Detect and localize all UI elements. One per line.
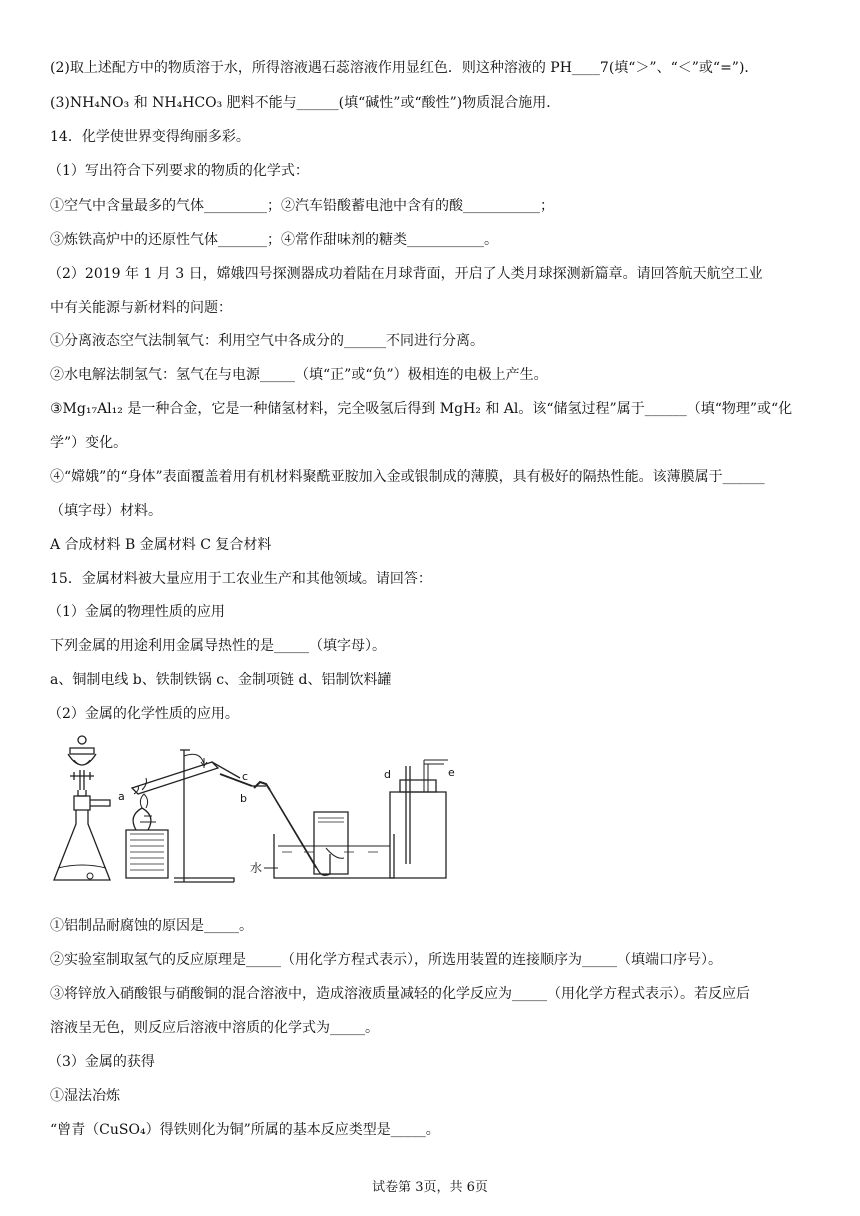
line-22: ②实验室制取氢气的反应原理是_____（用化学方程式表示），所选用装置的连接顺序为_____（填端口序号）。 [50, 952, 722, 968]
label-e: e [448, 766, 455, 779]
line-2: (3)NH₄NO₃ 和 NH₄HCO₃ 肥料不能与______(填“碱性”或“酸性”)物质混合施用． [50, 95, 561, 111]
line-10: ②水电解法制氢气：氢气在与电源_____（填“正”或“负”）极相连的电极上产生。 [50, 367, 548, 383]
line-21: ①铝制品耐腐蚀的原因是_____。 [50, 918, 253, 934]
apparatus-a-flask-funnel [54, 736, 125, 880]
label-b: b [240, 792, 247, 805]
line-26: ①湿法冶炼 [50, 1088, 120, 1104]
line-3: 14．化学使世界变得绚丽多彩。 [50, 129, 250, 145]
line-6: ③炼铁高炉中的还原性气体_______；④常作甜味剂的糖类___________。 [50, 232, 498, 248]
line-15: A 合成材料 B 金属材料 C 复合材料 [50, 537, 272, 553]
line-5: ①空气中含量最多的气体_________；②汽车铅酸蓄电池中含有的酸___________； [50, 198, 554, 214]
label-water: 水 [250, 861, 263, 875]
line-17: （1）金属的物理性质的应用 [48, 604, 225, 620]
line-25: （3）金属的获得 [48, 1054, 155, 1070]
label-d: d [384, 768, 391, 781]
line-24: 溶液呈无色，则反应后溶液中溶质的化学式为_____。 [50, 1020, 379, 1036]
line-27: “曾青（CuSO₄）得铁则化为铜”所属的基本反应类型是_____。 [50, 1122, 440, 1138]
line-4: （1）写出符合下列要求的物质的化学式： [48, 163, 309, 179]
line-19: a、铜制电线 b、铁制铁锅 c、金制项链 d、铝制饮料罐 [50, 672, 392, 688]
line-1: (2)取上述配方中的物质溶于水，所得溶液遇石蕊溶液作用显红色．则这种溶液的 PH____7(填“＞”、“＜”或“=”)． [50, 60, 759, 76]
line-12: 学”）变化。 [50, 435, 128, 451]
label-c: c [242, 770, 249, 783]
line-20: （2）金属的化学性质的应用。 [48, 706, 239, 722]
label-a: a [118, 790, 125, 803]
line-9: ①分离液态空气法制氧气：利用空气中各成分的______不同进行分离。 [50, 333, 484, 349]
line-8: 中有关能源与新材料的问题： [50, 300, 232, 316]
line-23: ③将锌放入硝酸银与硝酸铜的混合溶液中，造成溶液质量减轻的化学反应为_____（用化学方程式表示）。若反应后 [50, 986, 750, 1002]
line-7: （2）2019 年 1 月 3 日，嫦娥四号探测器成功着陆在月球背面，开启了人类月球探测新篇章。请回答航天航空工业 [48, 266, 763, 282]
apparatus-figure [44, 730, 484, 895]
line-16: 15．金属材料被大量应用于工农业生产和其他领域。请回答： [50, 571, 432, 587]
line-14: （填字母）材料。 [50, 503, 162, 519]
line-13: ④“嫦娥”的“身体”表面覆盖着用有机材料聚酰亚胺加入金或银制成的薄膜，具有极好的隔热性能。该薄膜属于______ [50, 469, 765, 485]
page-footer: 试卷第 3页，共 6页 [372, 1180, 488, 1195]
line-18: 下列金属的用途利用金属导热性的是_____（填字母）。 [50, 638, 386, 654]
line-11: ③Mg₁₇Al₁₂ 是一种合金，它是一种储氢材料，完全吸氢后得到 MgH₂ 和 Al。该“储氢过程”属于______（填“物理”或“化 [50, 401, 793, 417]
